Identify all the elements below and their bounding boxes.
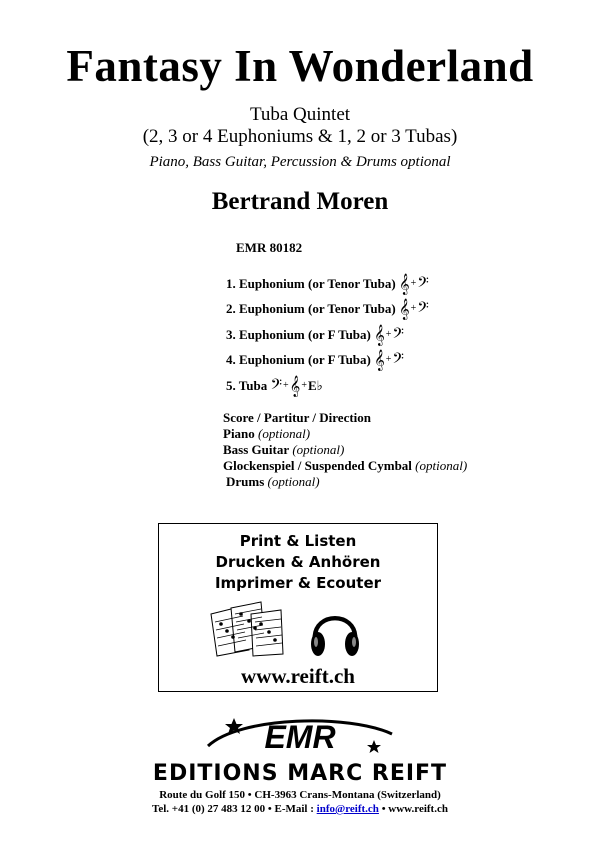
part-item — [226, 274, 429, 295]
composer-name: Bertrand Moren — [211, 188, 389, 215]
extra-note: (optional) — [258, 426, 311, 441]
bass-clef-icon: 𝄢 — [417, 299, 429, 320]
treble-clef-icon: 𝄞 — [289, 376, 301, 397]
plus-icon: + — [385, 354, 392, 365]
plus-icon: + — [301, 380, 307, 391]
plus-icon: + — [283, 380, 289, 391]
treble-clef-icon: 𝄞 — [374, 350, 385, 371]
part-label: 2. Euphonium (or Tenor Tuba) — [226, 301, 396, 316]
bass-clef-icon: 𝄢 — [270, 376, 283, 397]
publisher-name: EDITIONS MARC REIFT — [152, 761, 448, 786]
emr-logo — [200, 712, 400, 760]
print-listen-box — [158, 523, 438, 692]
treble-clef-icon: 𝄞 — [398, 274, 410, 295]
extra-item — [223, 410, 371, 426]
extra-name: Score / Partitur / Direction — [223, 410, 372, 425]
plus-icon: + — [410, 278, 417, 289]
plus-icon: + — [410, 303, 417, 314]
star-icon — [367, 740, 381, 753]
treble-clef-icon: 𝄞 — [398, 299, 410, 320]
promo-line-german: Drucken & Anhören — [215, 553, 381, 571]
extra-name: Piano — [223, 426, 255, 441]
promo-line-french: Imprimer & Ecouter — [214, 574, 382, 592]
publisher-address: Route du Golf 150 • CH-3963 Crans-Montana (Switzerland) — [159, 789, 441, 801]
extra-note: (optional) — [415, 458, 468, 473]
promo-line-english: Print & Listen — [239, 532, 357, 550]
catalog-number: EMR 80182 — [236, 240, 303, 255]
extra-item — [223, 426, 310, 442]
part-label: 3. Euphonium (or F Tuba) — [226, 327, 371, 342]
instrumentation-line: (2, 3 or 4 Euphoniums & 1, 2 or 3 Tubas) — [142, 126, 458, 147]
part-item — [226, 350, 404, 371]
extra-name: Bass Guitar — [223, 442, 290, 457]
bass-clef-icon: 𝄢 — [392, 325, 404, 346]
emr-logo-mark: EMR — [264, 719, 336, 755]
extra-name: Glockenspiel / Suspended Cymbal — [223, 458, 412, 473]
plus-icon: + — [385, 329, 392, 340]
headphones-icon — [309, 602, 361, 660]
email-link[interactable]: info@reift.ch — [316, 803, 379, 815]
extra-item — [223, 442, 344, 458]
optional-instruments-line: Piano, Bass Guitar, Percussion & Drums optional — [149, 154, 451, 170]
part-label: 4. Euphonium (or F Tuba) — [226, 352, 371, 367]
extra-item — [223, 458, 467, 474]
part-label: 5. Tuba — [226, 378, 268, 393]
treble-clef-icon: 𝄞 — [374, 325, 385, 346]
extra-note: (optional) — [292, 442, 345, 457]
extra-item — [226, 474, 320, 490]
sheet-music-icon — [209, 600, 285, 658]
part-item — [226, 299, 429, 320]
ensemble-subtitle: Tuba Quintet — [249, 104, 351, 125]
key-suffix: E♭ — [307, 378, 323, 393]
contact-website: • www.reift.ch — [378, 803, 448, 815]
extra-note: (optional) — [267, 474, 320, 489]
bass-clef-icon: 𝄢 — [417, 274, 429, 295]
extra-name: Drums — [226, 474, 265, 489]
part-label: 1. Euphonium (or Tenor Tuba) — [226, 276, 396, 291]
contact-phone: Tel. +41 (0) 27 483 12 00 • E-Mail : — [152, 803, 317, 815]
part-item — [226, 325, 404, 346]
page-title: Fantasy In Wonderland — [66, 41, 534, 91]
publisher-contact — [0, 803, 600, 815]
part-item — [226, 376, 323, 397]
website-url[interactable]: www.reift.ch — [241, 664, 355, 688]
bass-clef-icon: 𝄢 — [392, 350, 404, 371]
